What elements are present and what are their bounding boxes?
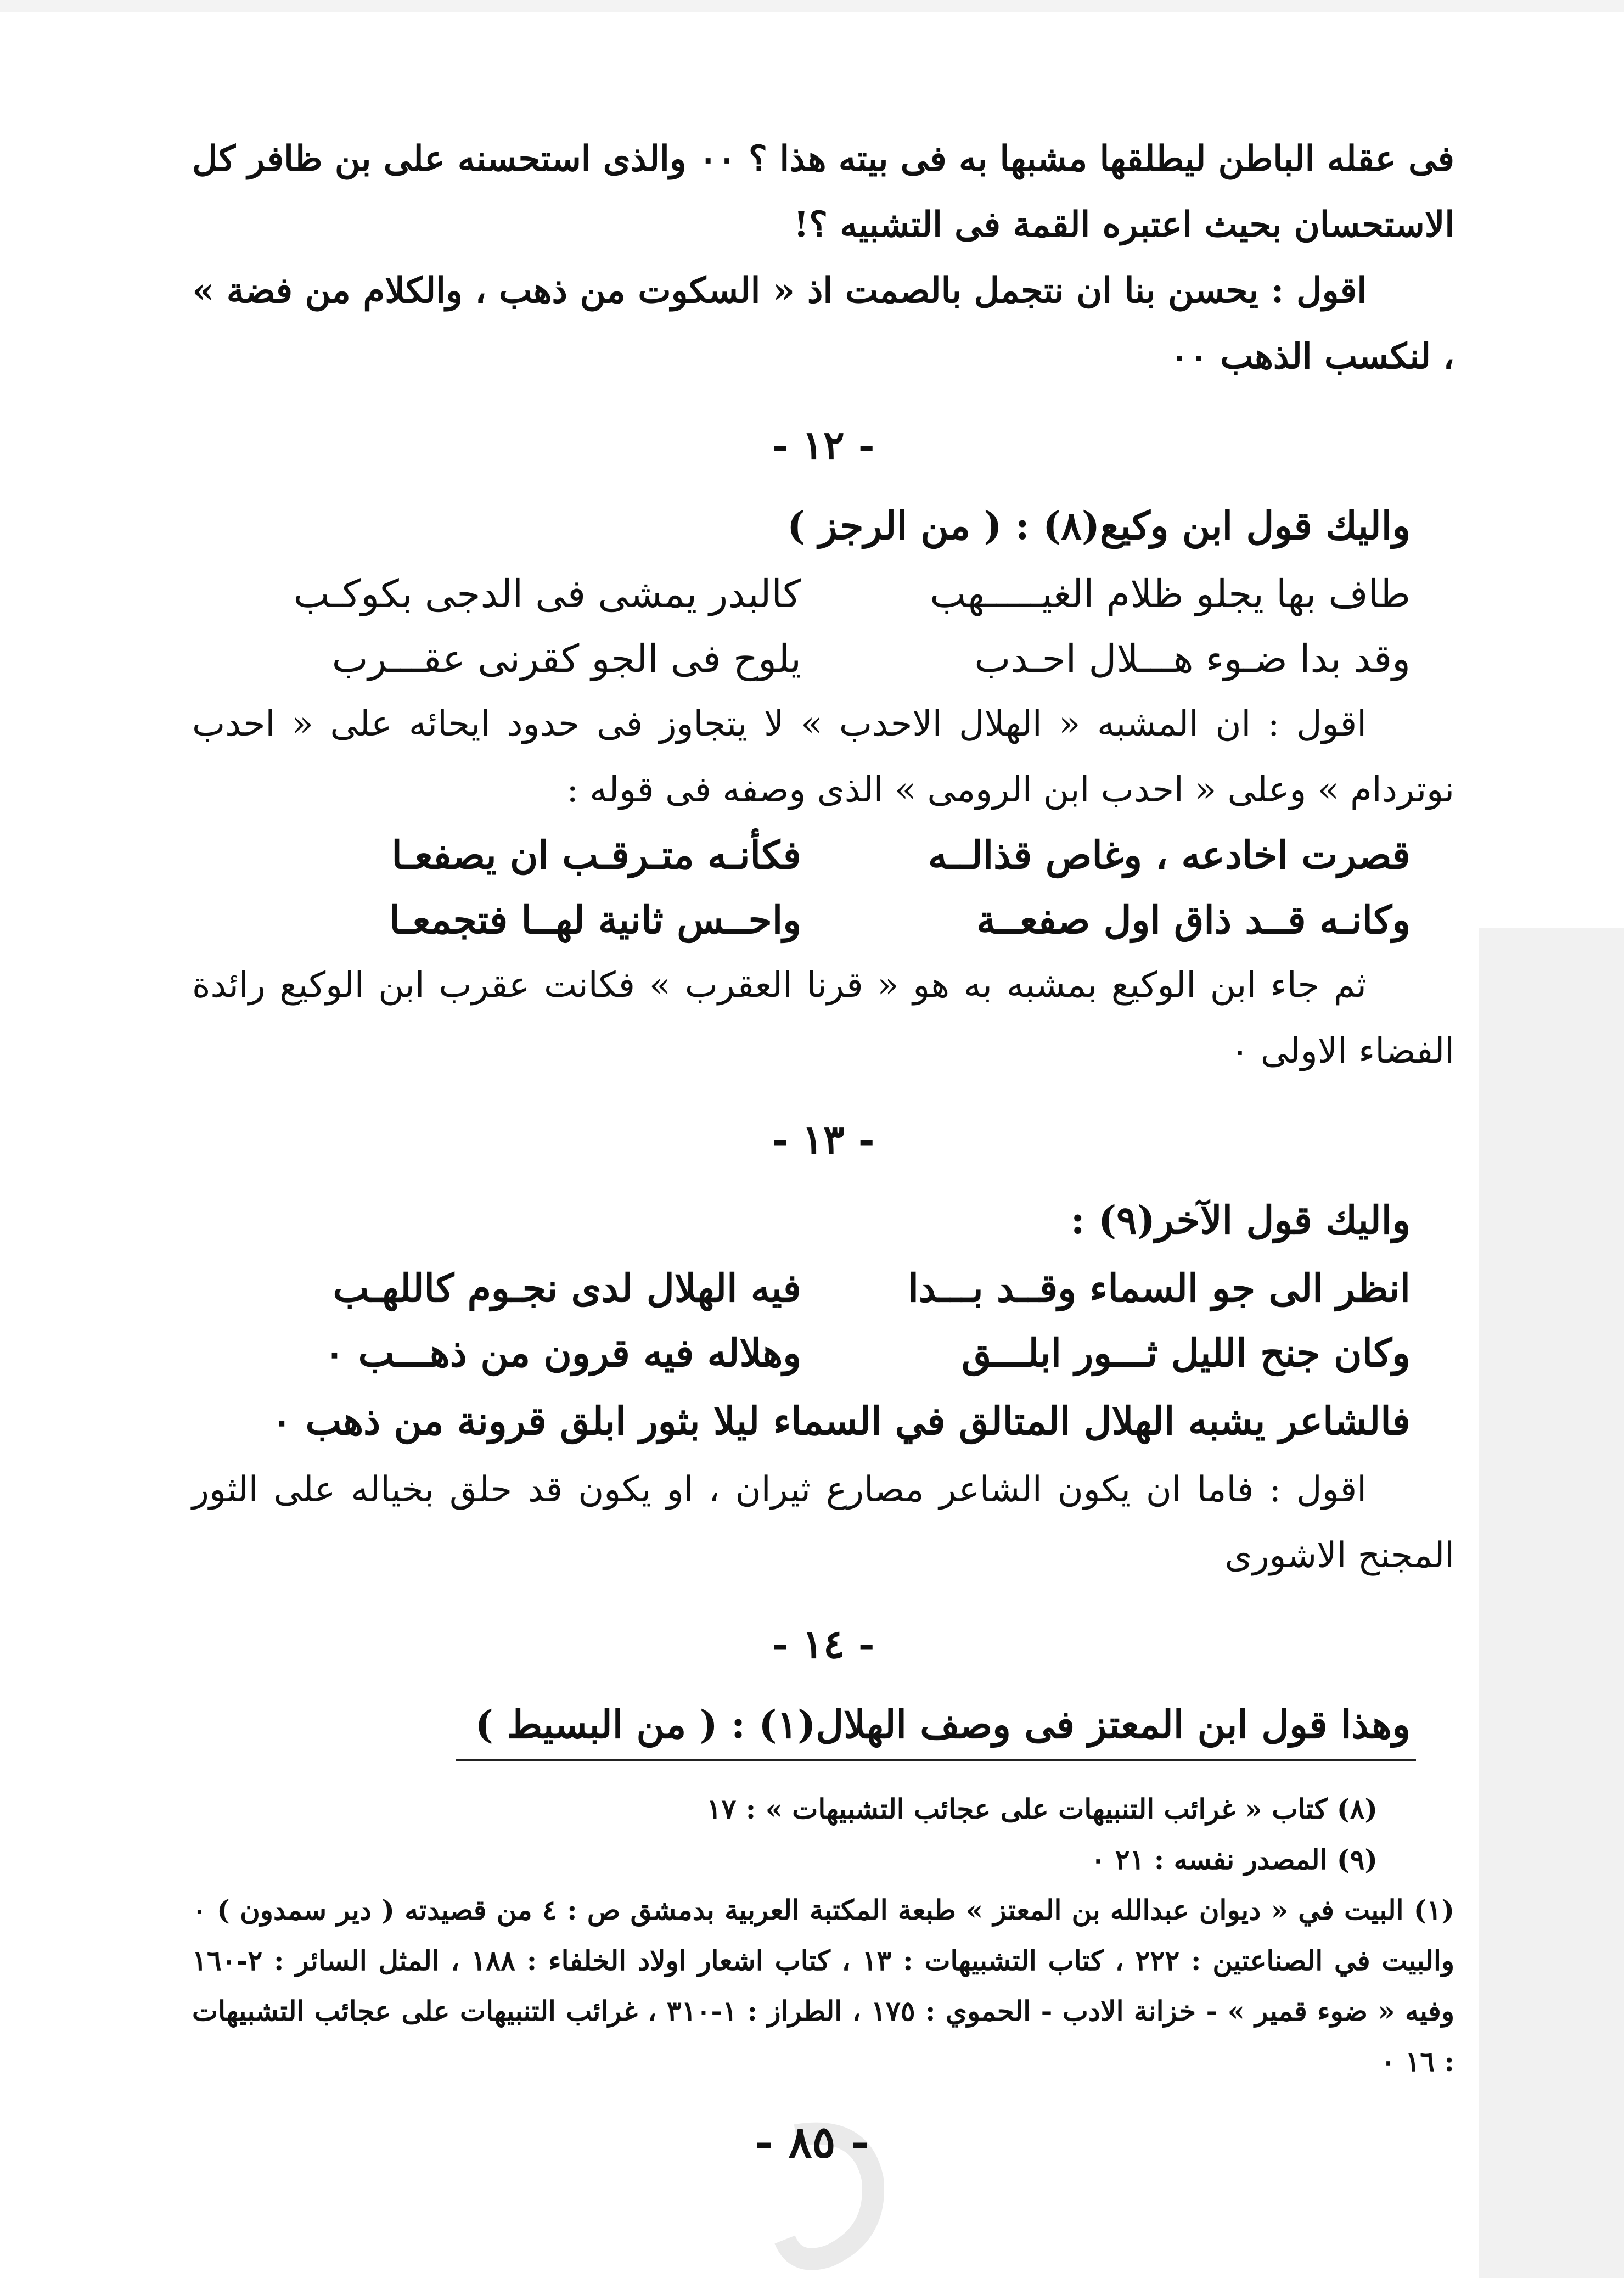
verse-second-hemistich: كالبدر يمشى فى الدجى بكوكـب bbox=[293, 571, 801, 616]
footnotes bbox=[192, 1784, 1454, 2087]
verse-first-hemistich: وقد بدا ضـوء هـــلال احـدب bbox=[974, 636, 1411, 681]
verse-line bbox=[192, 1256, 1454, 1321]
page-body bbox=[192, 126, 1454, 1760]
scan-top-edge bbox=[0, 0, 1624, 12]
section-intro: واليك قول الآخر(٩) : bbox=[1070, 1197, 1411, 1243]
section-number-14: - ١٤ - bbox=[772, 1620, 875, 1667]
verse-line bbox=[192, 888, 1454, 952]
footnote-divider bbox=[456, 1759, 1416, 1761]
section-intro: واليك قول ابن وكيع(٨) : ( من الرجز ) bbox=[787, 503, 1411, 548]
verse-line bbox=[192, 1321, 1454, 1385]
commentary-paragraph: ثم جاء ابن الوكيع بمشبه به هو « قرنا العقرب » فكانت عقرب ابن الوكيع رائدة الفضاء الاولى ٠ bbox=[192, 965, 1454, 1071]
intro-comment: اقول : يحسن بنا ان نتجمل بالصمت اذ « السكوت من ذهب ، والكلام من فضة » ، لنكسب الذهب ٠٠ bbox=[192, 270, 1454, 377]
footnote: (٨) كتاب « غرائب التنبيهات على عجائب التشبيهات » : ١٧ bbox=[706, 1793, 1378, 1825]
intro-paragraph: فى عقله الباطن ليطلقها مشبها به فى بيته هذا ؟ ٠٠ والذى استحسنه على بن ظافر كل الاستحسان بحيث اعتبره القمة فى التشبيه ؟! bbox=[192, 138, 1454, 245]
verse-line bbox=[192, 562, 1454, 626]
verse-first-hemistich: قصرت اخادعه ، وغاص قذالــه bbox=[928, 832, 1411, 878]
verse-second-hemistich: يلوح فى الجو كقرنى عقـــرب bbox=[331, 636, 801, 681]
verse-second-hemistich: فكأنـه متـرقـب ان يصفعـا bbox=[391, 832, 801, 878]
section-number-13: - ١٣ - bbox=[772, 1116, 875, 1163]
verse-first-hemistich: انظر الى جو السماء وقــد بـــدا bbox=[908, 1265, 1411, 1311]
verse-line bbox=[192, 823, 1454, 888]
verse-first-hemistich: وكانـه قــد ذاق اول صفعــة bbox=[976, 897, 1411, 942]
footnote: (٩) المصدر نفسه : ٢١ ٠ bbox=[1091, 1843, 1378, 1876]
verse-line bbox=[192, 626, 1454, 691]
commentary-paragraph: اقول : فاما ان يكون الشاعر مصارع ثيران ، او يكون قد حلق بخياله على الثور المجنح الاشورى bbox=[192, 1469, 1454, 1576]
verse-second-hemistich: واحــس ثانية لهــا فتجمعـا bbox=[389, 897, 801, 942]
scan-right-edge bbox=[1479, 928, 1624, 2278]
section-number-12: - ١٢ - bbox=[772, 422, 875, 468]
footnote: (١) البيت في « ديوان عبدالله بن المعتز » طبعة المكتبة العربية بدمشق ص : ٤ من قصيدته ( دير سمدون ) ٠ والبيت في الصناعتين : ٢٢٢ ، كتاب التشبيهات : ١٣ ، كتاب اشعار اولاد الخلفاء : ١٨٨ ، المثل السائر : ٢-١٦٠ وفيه « ضوء قمير » - خزانة الادب - الحموي : ١٧٥ ، الطراز : ١-٣١٠ ، غرائب التنبيهات على عجائب التشبيهات : ١٦ ٠ bbox=[192, 1894, 1454, 2078]
section-intro: وهذا قول ابن المعتز فى وصف الهلال(١) : ( من البسيط ) bbox=[475, 1702, 1411, 1747]
verse-second-hemistich: وهلاله فيه قرون من ذهـــب ٠ bbox=[324, 1330, 801, 1376]
commentary-paragraph: اقول : ان المشبه « الهلال الاحدب » لا يتجاوز فى حدود ايحائه على « احدب نوتردام » وعلى « احدب ابن الرومى » الذى وصفه فى قوله : bbox=[192, 704, 1454, 810]
page-number: - ٨٥ - bbox=[755, 2116, 869, 2168]
verse-first-hemistich: وكان جنح الليل ثـــور ابلـــق bbox=[962, 1330, 1411, 1376]
verse-second-hemistich: فيه الهلال لدى نجـوم كاللهـب bbox=[333, 1265, 801, 1311]
explanation-line: فالشاعر يشبه الهلال المتالق في السماء ليلا بثور ابلق قرونة من ذهب ٠ bbox=[271, 1398, 1411, 1444]
verse-first-hemistich: طاف بها يجلو ظلام الغيـــــهب bbox=[930, 571, 1411, 616]
